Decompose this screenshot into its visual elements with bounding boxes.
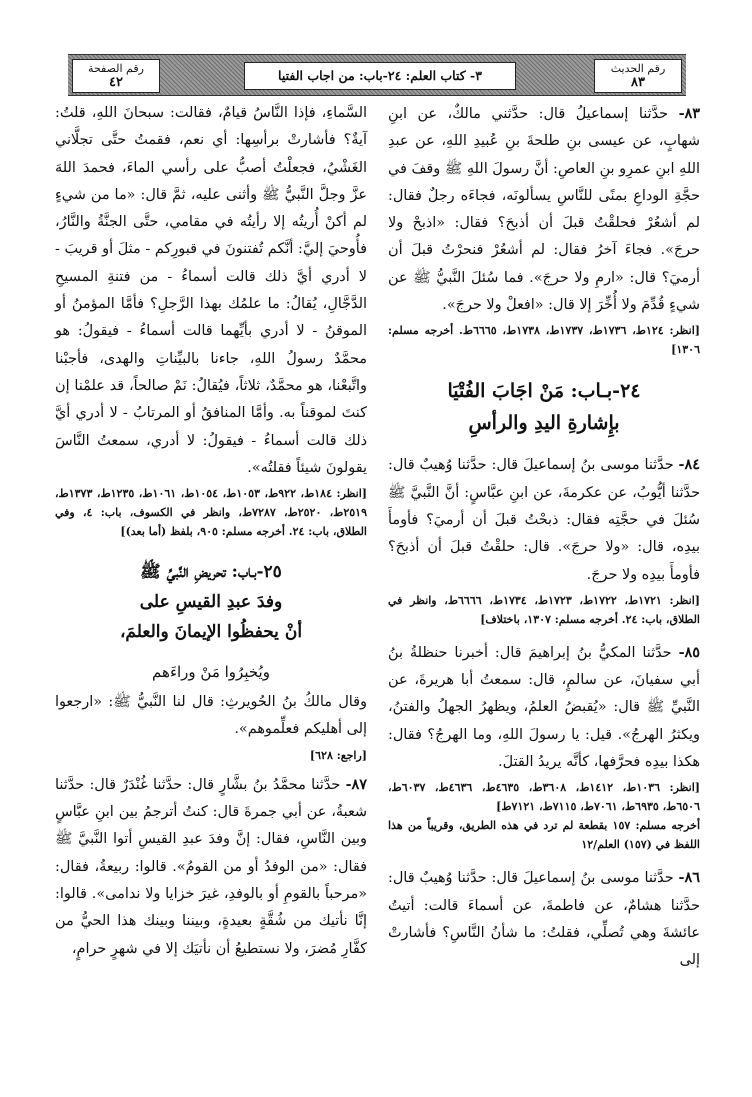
hadith-87-text: حدَّثنا محمَّدُ بنُ بشَّارٍ قال: حدَّثنا غُنْدَرٌ قال: حدَّثنا شعبةُ، عن أبي جمرةَ قال: كنتُ أترجمُ بين ابنِ عبَّاسٍ وبين النَّاسِ، فقال: إنَّ وفدَ عبدِ القيسِ أتوا النَّبيَّ ﷺ فقال: «من الوفدُ أو من القومُ». قالوا: ربيعةُ، فقال: «مرحباً بالقومِ أو بالوفدِ، غيرَ خزايا ولا ندامى». قالوا: إنَّا نأتيك من شُقَّةٍ بعيدةٍ، وبيننا وبينك هذا الحيُّ من كفَّارِ مُضرَ، ولا نستطيعُ أن نأتيَك إلا في شهرٍ حرامٍ، bbox=[55, 776, 367, 957]
hadith-number-box bbox=[594, 59, 682, 93]
hadith-85-text: حدَّثنا المكيُّ بنُ إبراهيمَ قال: أخبرنا حنظلةُ بنُ أبي سفيانَ، عن سالمٍ، قال: سمعتُ أبا هريرةَ، عن النَّبيِّ ﷺ قال: «يُقبضُ العلمُ، ويظهرُ الجهلُ والفتنُ، ويكثرُ الهرجُ». قيل: يا رسولَ اللهِ، وما الهرجُ؟ فقال: هكذا بيدِه فحرَّفها، كأنَّه يريدُ القتلَ. bbox=[388, 644, 700, 771]
hadith-83-text: حدَّثنا إسماعيلُ قال: حدَّثني مالكٌ، عن ابنِ شهابٍ، عن عيسى بنِ طلحةَ بنِ عُبيدِ اللهِ، عن عبدِ اللهِ ابنِ عمرِو بنِ العاصِ: أنَّ رسولَ اللهِ ﷺ وقفَ في حجَّةِ الوداعِ بمنًى للنَّاسِ يسألونَه، فجاءَه رجلٌ فقال: لم أشعُرْ فحلقْتُ قبلَ أن أذبحَ؟ فقال: «اذبحْ ولا حرجَ». فجاءَ آخرُ فقال: لم أشعُرْ فنحرْتُ قبلَ أن أرميَ؟ قال: «ارمِ ولا حرجَ». فما سُئلَ النَّبيُّ ﷺ عن شيءٍ قُدِّمَ ولا أُخِّرَ إلا قال: «افعلْ ولا حرجَ». bbox=[388, 106, 700, 314]
hadith-85 bbox=[388, 639, 700, 776]
bab-25-line-2: وفدَ عبدِ القيسِ على bbox=[139, 592, 283, 613]
hadith-86-text: حدَّثنا موسى بنُ إسماعيلَ قال: حدَّثنا وُهيبٌ قال: حدَّثنا هشامٌ، عن فاطمةَ، عن أسماءَ قالت: أتيتُ عائشةَ وهي تُصلِّي، فقلتُ: ما شأنُ النَّاسِ؟ فأشارتْ إلى bbox=[388, 870, 700, 969]
bab-24-line-2: بإِشارةِ اليدِ والرأسِ bbox=[468, 412, 620, 435]
hadith-87-number: ٨٧- bbox=[345, 775, 368, 793]
hadith-number-label: رقم الحديث bbox=[610, 62, 666, 75]
hadith-86-number: ٨٦- bbox=[678, 869, 700, 887]
hadith-86-reference: [انظر: ١٨٤ط، ٩٢٢ط، ١٠٥٣ط، ١٠٥٤ط، ١٠٦١ط، ١٢٣٥ط، ١٣٧٣ط، ٢٥١٩ط، ٢٥٢٠ط، ٧٢٨٧ط، وانظر في الكسوف، باب: ٤، وفي الطلاق، باب: ٢٤. أخرجه مسلم: ٩٠٥، بلفظ (أما بعد)] bbox=[55, 487, 368, 539]
bab-25-line-3: أنْ يحفظُوا الإيمانَ والعلمَ، bbox=[119, 622, 303, 643]
hadith-number: ٨٣ bbox=[631, 75, 645, 90]
bab-25-heading bbox=[55, 557, 367, 647]
hadith-85-note: أخرجه مسلم: ١٥٧ بقطعة لم ترد في هذه الطريق، وقريباً من هذا اللفظ في (١٥٧) العلم/١٢ bbox=[388, 819, 701, 852]
hadith-85-reference: [انظر: ١٠٣٦ط، ١٤١٢ط، ٣٦٠٨ط، ٤٦٣٥ط، ٤٦٣٦ط، ٦٠٣٧ط، ٦٥٠٦ط، ٦٩٣٥ط، ٧٠٦١ط، ٧١١٥ط، ٧١٢١ط] bbox=[388, 781, 701, 814]
bab-24-line-1: ٢٤-بـاب: مَنْ اجَابَ الفُتْيَا bbox=[447, 380, 641, 403]
hadith-84-number: ٨٤- bbox=[678, 456, 700, 474]
chapter-title: ٣- كتاب العلم: ٢٤-باب: من اجاب الفتيا bbox=[278, 68, 482, 83]
hadith-84 bbox=[388, 451, 700, 588]
page-number: ٤٢ bbox=[109, 75, 123, 90]
page-number-box bbox=[72, 59, 160, 93]
hadith-83-reference: [انظر: ١٢٤ط، ١٧٣٦ط، ١٧٣٧ط، ١٧٣٨ط، ٦٦٦٥ط. أخرجه مسلم: ١٣٠٦] bbox=[388, 324, 700, 357]
hadith-85-number: ٨٥- bbox=[678, 643, 701, 661]
hadith-84-text: حدَّثنا موسى بنُ إسماعيلَ قال: حدَّثنا وُهيبٌ قال: حدَّثنا أيُّوبُ، عن عكرمةَ، عن ابنِ عبَّاسٍ: أنَّ النَّبيَّ ﷺ سُئلَ في حجَّتِه فقال: ذبحْتُ قبلَ أن أرميَ؟ فأومأَ بيدِه، قال: «ولا حرجَ». قال: حلقْتُ قبلَ أن أذبحَ؟ فأومأَ بيدِه ولا حرجَ. bbox=[388, 457, 700, 583]
hadith-86-continued: السَّماءِ، فإذا النَّاسُ قيامٌ، فقالت: سبحانَ اللهِ، قلتُ: آيةٌ؟ فأشارتْ برأسِها: أي نعم، فقمتُ حتَّى تجلَّاني الغَشْيُ، فجعلْتُ أصبُّ على رأسي الماءَ، فحمدَ اللهَ عزَّ وجلَّ النَّبيُّ ﷺ وأثنى عليه، ثمَّ قال: «ما من شيءٍ لم أكنْ أُريتُه إلا رأيتُه في مقامي، حتَّى الجنَّةُ والنَّارُ، فأُوحيَ إليَّ: أنَّكم تُفتنونَ في قبورِكم - مثلَ أو قريبَ - لا أدري أيَّ ذلك قالت أسماءُ - من فتنةِ المسيحِ الدَّجَّالِ، يُقالُ: ما علمُك بهذا الرَّجلِ؟ فأمَّا المؤمنُ أو الموقنُ - لا أدري بأيِّهما قالت أسماءُ - فيقولُ: هو محمَّدٌ رسولُ اللهِ، جاءنا بالبيِّناتِ والهدى، فأجبْنا واتَّبعْنا، هو محمَّدٌ، ثلاثاً، فيُقالُ: نَمْ صالحاً، قد علمْنا إن كنتَ لموقناً به. وأمَّا المنافقُ أو المرتابُ - لا أدري أيَّ ذلك قالت أسماءُ - فيقولُ: لا أدري، سمعتُ النَّاسَ يقولونَ شيئاً فقلتُه». bbox=[55, 105, 367, 476]
hadith-83 bbox=[388, 100, 700, 319]
bab-25-line-1: ٢٥-بـاب: تحريضِ النَّبيِّ ﷺ bbox=[140, 562, 282, 583]
hadith-87 bbox=[55, 771, 367, 963]
right-column bbox=[388, 100, 700, 1090]
hadith-86 bbox=[388, 864, 700, 974]
malik-statement: وقال مالكُ بنُ الحُويرثِ: قال لنا النَّبيُّ ﷺ: «ارجعوا إلى أهليكم فعلِّموهم». bbox=[55, 694, 367, 738]
chapter-title-box bbox=[244, 62, 516, 90]
hadith-84-reference: [انظر: ١٧٢١ط، ١٧٢٢ط، ١٧٢٣ط، ١٧٣٤ط، ٦٦٦٦ط، وانظر في الطلاق، باب: ٢٤. أخرجه مسلم: ١٣٠٧، باختلاف] bbox=[388, 593, 700, 626]
left-column bbox=[55, 100, 367, 1090]
hadith-83-number: ٨٣- bbox=[678, 105, 701, 122]
page-header bbox=[68, 54, 686, 96]
malik-reference: [راجع: ٦٢٨] bbox=[309, 748, 367, 762]
bab-25-line-4: ويُخبِرُوا مَنْ وراءَهم bbox=[152, 663, 270, 682]
bab-24-heading bbox=[388, 375, 700, 439]
page-number-label: رقم الصفحة bbox=[88, 62, 144, 75]
